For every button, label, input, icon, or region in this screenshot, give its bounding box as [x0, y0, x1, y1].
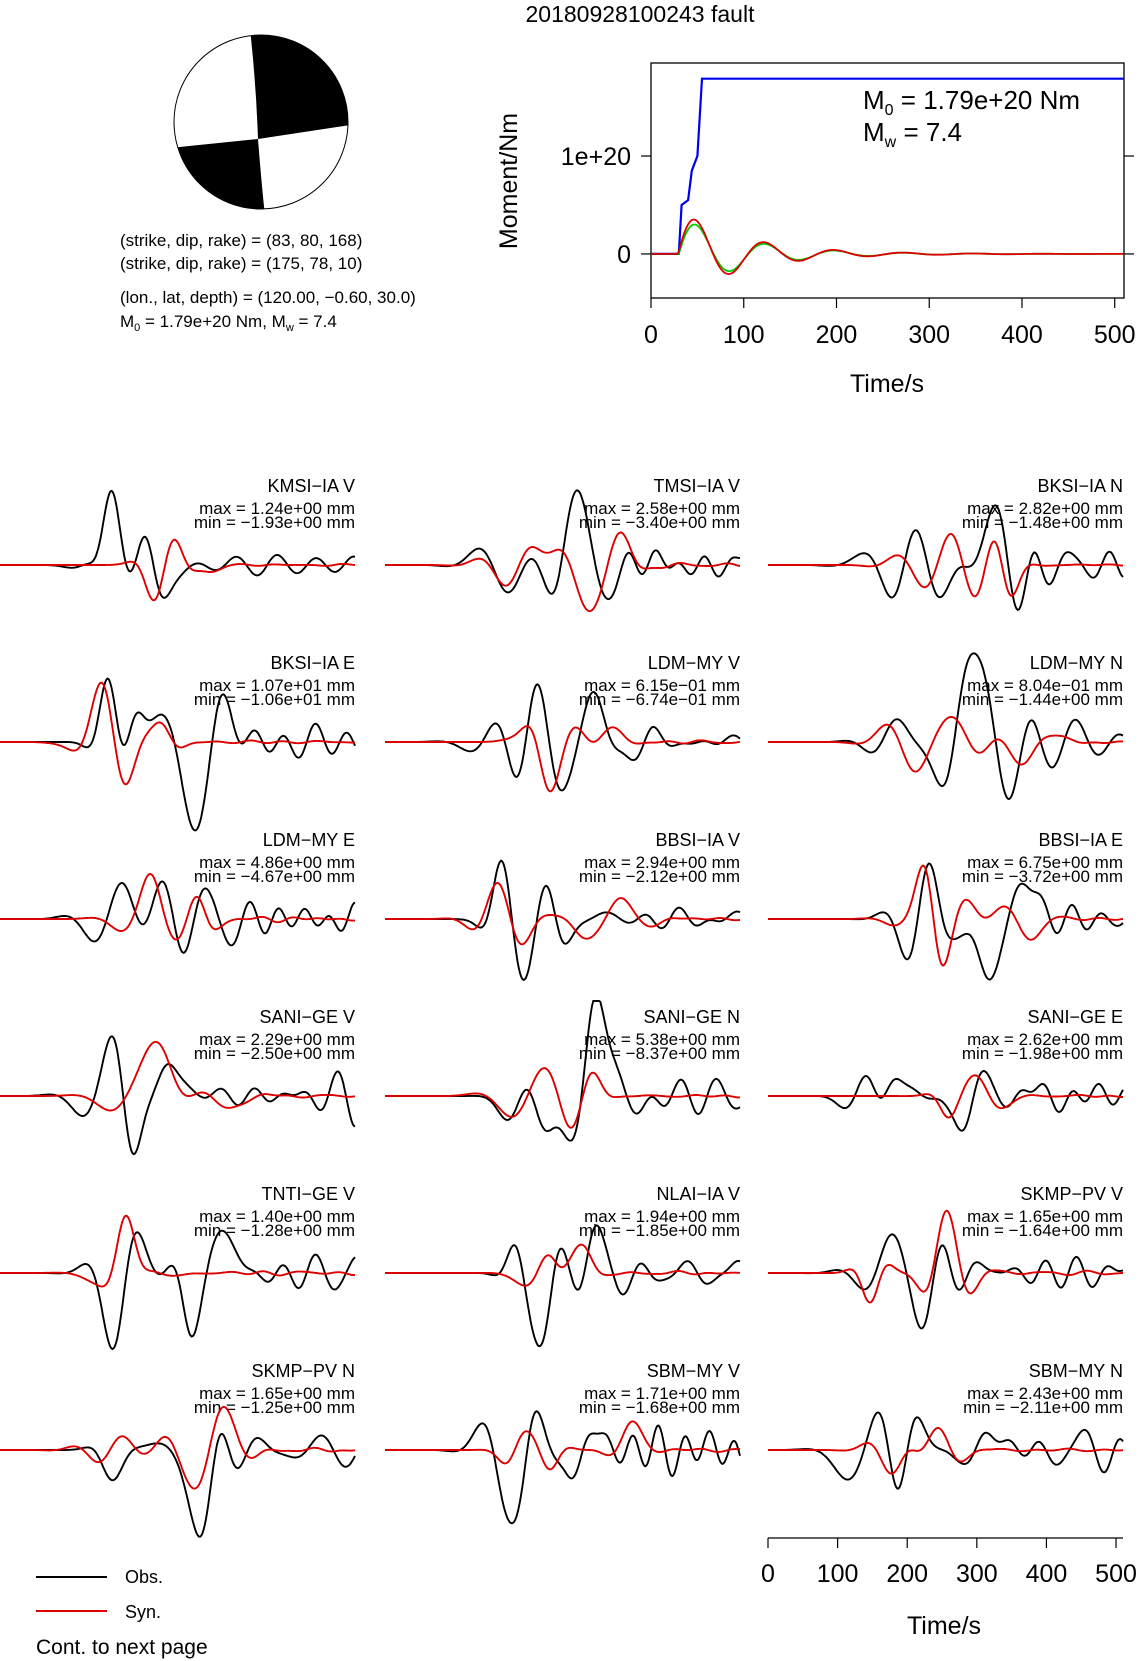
waveform-time-axis: [761, 1538, 1137, 1640]
waveform-panels: [0, 476, 1123, 1537]
station-label: TNTI−GE V: [261, 1184, 355, 1204]
synthetic-trace: [385, 1245, 740, 1286]
stf-ylabel: Moment/Nm: [495, 112, 523, 250]
max-amplitude: max = 1.07e+01 mm: [199, 676, 355, 695]
station-label: BKSI−IA E: [270, 653, 355, 673]
nodal-plane-1: (strike, dip, rake) = (83, 80, 168): [120, 231, 363, 250]
station-label: BBSI−IA V: [655, 830, 740, 850]
observed-trace: [385, 1225, 740, 1346]
stf-rate-red-line: [651, 220, 1124, 275]
waveform-panel: [0, 830, 355, 953]
station-label: SANI−GE V: [259, 1007, 355, 1027]
waveform-panel: [768, 830, 1123, 980]
waveform-panel: [0, 1007, 355, 1154]
nodal-plane-2: (strike, dip, rake) = (175, 78, 10): [120, 254, 363, 273]
min-amplitude: min = −3.40e+00 mm: [578, 513, 740, 532]
waveform-xtick-label: 400: [1025, 1560, 1068, 1588]
stf-ytick-label: 1e+20: [560, 143, 631, 172]
max-amplitude: max = 2.62e+00 mm: [967, 1030, 1123, 1049]
station-label: LDM−MY E: [262, 830, 355, 850]
stf-m0-label: $M_0 = 1.79e+20$ Nm: [863, 85, 1081, 119]
min-amplitude: min = −6.74e−01 mm: [578, 690, 740, 709]
max-amplitude: max = 2.94e+00 mm: [584, 853, 740, 872]
waveform-panel: [385, 1184, 740, 1346]
min-amplitude: min = −1.28e+00 mm: [193, 1221, 355, 1240]
waveform-panel: [768, 1007, 1123, 1131]
min-amplitude: min = −4.67e+00 mm: [193, 867, 355, 886]
station-label: SKMP−PV N: [251, 1361, 355, 1381]
waveform-xtick-label: 100: [816, 1560, 859, 1588]
stf-mw-label: $M_w = 7.4$: [863, 117, 963, 151]
stf-xtick-label: 500: [1093, 321, 1136, 349]
max-amplitude: max = 1.40e+00 mm: [199, 1207, 355, 1226]
legend-syn-label: Syn.: [125, 1602, 162, 1622]
max-amplitude: max = 2.29e+00 mm: [199, 1030, 355, 1049]
synthetic-trace: [385, 1068, 740, 1128]
max-amplitude: max = 1.65e+00 mm: [967, 1207, 1123, 1226]
waveform-panel: [0, 1361, 355, 1537]
min-amplitude: min = −3.72e+00 mm: [961, 867, 1123, 886]
waveform-xtick-label: 500: [1095, 1560, 1137, 1588]
compressional-quadrant: [249, 20, 370, 139]
stf-ytick-label: 0: [617, 240, 631, 269]
min-amplitude: min = −1.06e+01 mm: [193, 690, 355, 709]
min-amplitude: min = −8.37e+00 mm: [578, 1044, 740, 1063]
waveform-panel: [768, 1361, 1123, 1489]
waveform-panel: [0, 1184, 355, 1349]
max-amplitude: max = 8.04e−01 mm: [967, 676, 1123, 695]
stf-xtick-label: 100: [722, 321, 765, 349]
stf-xtick-label: 300: [908, 321, 951, 349]
beachball: [150, 20, 370, 225]
mechanism-info: [120, 231, 416, 334]
waveform-panel: [385, 1361, 740, 1523]
station-label: BKSI−IA N: [1037, 476, 1123, 496]
waveform-panel: [385, 653, 740, 791]
waveform-panel: [385, 1001, 740, 1141]
continuation-note: Cont. to next page: [36, 1636, 208, 1659]
station-label: SANI−GE E: [1027, 1007, 1123, 1027]
stf-chart: [495, 63, 1136, 398]
waveform-panel: [385, 476, 740, 611]
compressional-quadrant: [150, 139, 266, 225]
station-label: LDM−MY N: [1029, 653, 1123, 673]
stf-xtick-label: 400: [1001, 321, 1043, 349]
max-amplitude: max = 6.15e−01 mm: [584, 676, 740, 695]
station-label: BBSI−IA E: [1038, 830, 1123, 850]
station-label: SBM−MY N: [1028, 1361, 1123, 1381]
waveform-xtick-label: 200: [886, 1560, 929, 1588]
min-amplitude: min = −1.64e+00 mm: [961, 1221, 1123, 1240]
max-amplitude: max = 5.38e+00 mm: [584, 1030, 740, 1049]
max-amplitude: max = 2.82e+00 mm: [967, 499, 1123, 518]
waveform-panel: [0, 476, 355, 600]
hypocenter: (lon., lat, depth) = (120.00, −0.60, 30.0): [120, 288, 416, 307]
station-label: SANI−GE N: [643, 1007, 740, 1027]
waveform-xtick-label: 0: [761, 1560, 775, 1588]
waveform-panel: [0, 653, 355, 831]
max-amplitude: max = 6.75e+00 mm: [967, 853, 1123, 872]
observed-trace: [385, 1411, 740, 1523]
legend-obs-label: Obs.: [125, 1567, 164, 1587]
observed-trace: [768, 1071, 1123, 1131]
observed-trace: [768, 1234, 1123, 1328]
max-amplitude: max = 1.24e+00 mm: [199, 499, 355, 518]
min-amplitude: min = −1.93e+00 mm: [193, 513, 355, 532]
waveform-panel: [768, 476, 1123, 610]
waveform-panel: [385, 830, 740, 980]
stf-rate-green-line: [651, 225, 1124, 272]
observed-trace: [0, 881, 355, 952]
min-amplitude: min = −1.25e+00 mm: [193, 1398, 355, 1417]
station-label: TMSI−IA V: [653, 476, 740, 496]
max-amplitude: max = 2.43e+00 mm: [967, 1384, 1123, 1403]
max-amplitude: max = 1.94e+00 mm: [584, 1207, 740, 1226]
min-amplitude: min = −1.68e+00 mm: [578, 1398, 740, 1417]
min-amplitude: min = −2.12e+00 mm: [578, 867, 740, 886]
max-amplitude: max = 4.86e+00 mm: [199, 853, 355, 872]
legend: [36, 1567, 163, 1622]
min-amplitude: min = −2.11e+00 mm: [963, 1398, 1123, 1417]
max-amplitude: max = 1.65e+00 mm: [199, 1384, 355, 1403]
synthetic-trace: [385, 726, 740, 791]
figure-title: 20180928100243 fault: [525, 1, 755, 27]
waveform-xtick-label: 300: [955, 1560, 998, 1588]
station-label: SBM−MY V: [646, 1361, 740, 1381]
synthetic-trace: [768, 1075, 1123, 1117]
max-amplitude: max = 2.58e+00 mm: [584, 499, 740, 518]
observed-trace: [0, 1231, 355, 1349]
station-label: LDM−MY V: [647, 653, 740, 673]
min-amplitude: min = −1.44e+00 mm: [961, 690, 1123, 709]
min-amplitude: min = −2.50e+00 mm: [193, 1044, 355, 1063]
station-label: KMSI−IA V: [267, 476, 355, 496]
max-amplitude: max = 1.71e+00 mm: [584, 1384, 740, 1403]
synthetic-trace: [768, 534, 1123, 596]
stf-xtick-label: 0: [644, 321, 658, 349]
stf-xlabel: Time/s: [849, 370, 925, 398]
min-amplitude: min = −1.48e+00 mm: [961, 513, 1123, 532]
station-label: NLAI−IA V: [656, 1184, 740, 1204]
waveform-xlabel: Time/s: [906, 1612, 982, 1640]
min-amplitude: min = −1.98e+00 mm: [961, 1044, 1123, 1063]
waveform-panel: [768, 653, 1123, 799]
waveform-panel: [768, 1184, 1123, 1329]
moment-summary: $M_0 = 1.79e+20$ Nm, $M_w = 7.4$: [120, 312, 337, 334]
min-amplitude: min = −1.85e+00 mm: [578, 1221, 740, 1240]
station-label: SKMP−PV V: [1020, 1184, 1123, 1204]
synthetic-trace: [0, 1407, 355, 1489]
synthetic-trace: [385, 1421, 740, 1469]
stf-xtick-label: 200: [815, 321, 858, 349]
